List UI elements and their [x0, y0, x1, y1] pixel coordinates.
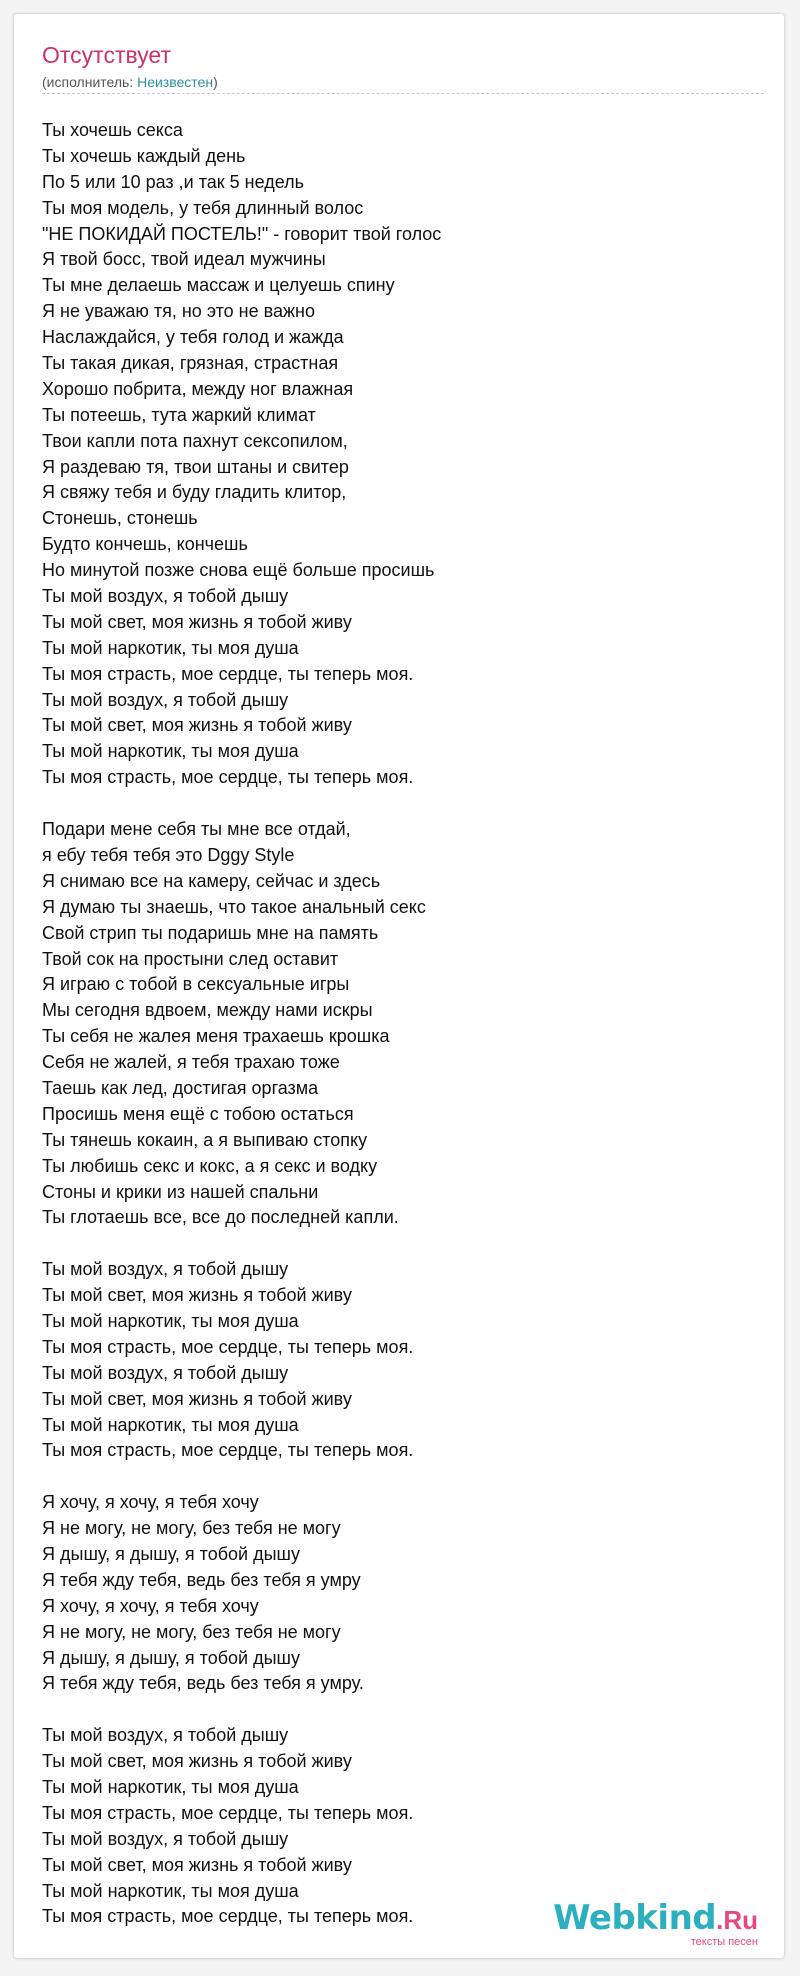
- lyric-line: Стонешь, стонешь: [42, 508, 198, 529]
- lyric-line: [42, 1231, 762, 1257]
- lyric-line: Я раздеваю тя, твои штаны и свитер: [42, 456, 349, 477]
- lyric-line: Ты моя страсть, мое сердце, ты теперь моя.: [42, 1802, 414, 1823]
- lyric-line: Я играю с тобой в сексуальные игры: [42, 974, 350, 995]
- lyric-line: [42, 1464, 762, 1490]
- lyric-line: Ты мой наркотик, ты моя душа: [42, 741, 299, 762]
- lyric-line: Я дышу, я дышу, я тобой дышу: [42, 1647, 300, 1668]
- lyrics-text: [42, 118, 762, 1930]
- artist-prefix: (исполнитель:: [42, 74, 138, 90]
- lyric-line: Твой сок на простыни след оставит: [42, 948, 339, 969]
- lyric-line: Ты хочешь секса: [42, 120, 183, 140]
- lyric-line: Ты мой наркотик, ты моя душа: [42, 1414, 299, 1435]
- lyric-line: [42, 1697, 762, 1723]
- lyric-line: Ты мой воздух, я тобой дышу: [42, 1362, 289, 1383]
- lyric-line: Ты мне делаешь массаж и целуешь спину: [42, 275, 395, 296]
- lyric-line: Наслаждайся, у тебя голод и жажда: [42, 327, 344, 348]
- lyric-line: Ты моя страсть, мое сердце, ты теперь моя.: [42, 1336, 414, 1357]
- lyric-line: "НЕ ПОКИДАЙ ПОСТЕЛЬ!" - говорит твой голос: [42, 223, 442, 244]
- lyric-line: Ты моя страсть, мое сердце, ты теперь моя.: [42, 1906, 414, 1927]
- lyric-line: Ты такая дикая, грязная, страстная: [42, 353, 339, 374]
- lyric-line: Таешь как лед, достигая оргазма: [42, 1077, 319, 1098]
- lyric-line: Ты моя модель, у тебя длинный волос: [42, 197, 364, 218]
- lyric-line: Ты мой воздух, я тобой дышу: [42, 689, 289, 710]
- lyric-line: Ты моя страсть, мое сердце, ты теперь моя.: [42, 767, 414, 788]
- lyric-line: Ты мой воздух, я тобой дышу: [42, 1725, 289, 1746]
- logo-brand: Webkind: [553, 1898, 717, 1938]
- lyric-line: Свой стрип ты подаришь мне на память: [42, 922, 379, 943]
- lyric-line: Ты мой наркотик, ты моя душа: [42, 1777, 299, 1797]
- lyric-line: Просишь меня ещё с тобою остаться: [42, 1103, 354, 1124]
- lyric-line: Я думаю ты знаешь, что такое анальный секс: [42, 896, 426, 917]
- lyric-line: Я не уважаю тя, но это не важно: [42, 301, 315, 322]
- artist-line: [42, 74, 218, 90]
- lyric-line: Я снимаю все на камеру, сейчас и здесь: [42, 870, 381, 891]
- lyric-line: [42, 791, 762, 817]
- lyric-line: Ты мой свет, моя жизнь я тобой живу: [42, 1854, 352, 1875]
- lyric-line: Я не могу, не могу, без тебя не могу: [42, 1621, 341, 1642]
- lyric-line: Ты хочешь каждый день: [42, 145, 246, 166]
- lyric-line: Я не могу, не могу, без тебя не могу: [42, 1518, 341, 1539]
- divider: [42, 93, 764, 94]
- lyric-line: Ты мой свет, моя жизнь я тобой живу: [42, 611, 352, 632]
- lyric-line: я ебу тебя тебя это Dggy Style: [42, 844, 295, 865]
- lyric-line: Подари мене себя ты мне все отдай,: [42, 819, 351, 840]
- lyrics-card: [14, 14, 784, 1958]
- song-title: Отсутствует: [42, 42, 171, 68]
- lyric-line: Ты мой свет, моя жизнь я тобой живу: [42, 1388, 352, 1409]
- lyric-line: Я тебя жду тебя, ведь без тебя я умру: [42, 1569, 361, 1590]
- lyric-line: Себя не жалей, я тебя трахаю тоже: [42, 1052, 340, 1073]
- lyric-line: Хорошо побрита, между ног влажная: [42, 378, 354, 399]
- lyric-line: Ты тянешь кокаин, а я выпиваю стопку: [42, 1129, 368, 1150]
- lyric-line: Будто кончешь, кончешь: [42, 534, 248, 555]
- lyric-line: Ты мой наркотик, ты моя душа: [42, 1880, 299, 1901]
- lyric-line: Ты мой воздух, я тобой дышу: [42, 586, 289, 607]
- lyric-line: Я хочу, я хочу, я тебя хочу: [42, 1492, 259, 1513]
- lyric-line: Твои капли пота пахнут сексопилом,: [42, 430, 348, 451]
- lyric-line: Но минутой позже снова ещё больше просишь: [42, 560, 435, 581]
- lyric-line: Я хочу, я хочу, я тебя хочу: [42, 1595, 259, 1616]
- lyric-line: Ты потеешь, тута жаркий климат: [42, 404, 316, 425]
- lyric-line: Ты мой воздух, я тобой дышу: [42, 1828, 289, 1849]
- lyric-line: Ты глотаешь все, все до последней капли.: [42, 1207, 399, 1228]
- lyric-line: Ты моя страсть, мое сердце, ты теперь моя.: [42, 663, 414, 684]
- lyric-line: Я тебя жду тебя, ведь без тебя я умру.: [42, 1673, 364, 1694]
- logo-tld: .Ru: [716, 1905, 758, 1935]
- lyric-line: Стоны и крики из нашей спальни: [42, 1181, 319, 1202]
- lyric-line: Я дышу, я дышу, я тобой дышу: [42, 1543, 300, 1564]
- lyric-line: Ты мой свет, моя жизнь я тобой живу: [42, 1751, 352, 1772]
- lyric-line: Ты моя страсть, мое сердце, ты теперь моя.: [42, 1440, 414, 1461]
- lyric-line: Ты любишь секс и кокс, а я секс и водку: [42, 1155, 378, 1176]
- lyric-line: Ты себя не жалея меня трахаешь крошка: [42, 1026, 390, 1047]
- artist-link[interactable]: Неизвестен: [137, 74, 214, 90]
- lyric-line: По 5 или 10 раз ,и так 5 недель: [42, 171, 305, 192]
- lyric-line: Ты мой свет, моя жизнь я тобой живу: [42, 1285, 352, 1306]
- lyric-line: Мы сегодня вдвоем, между нами искры: [42, 1000, 373, 1021]
- lyric-line: Ты мой наркотик, ты моя душа: [42, 637, 299, 658]
- lyric-line: Ты мой воздух, я тобой дышу: [42, 1259, 289, 1280]
- artist-suffix: ): [213, 74, 218, 90]
- site-logo[interactable]: [553, 1898, 758, 1948]
- lyric-line: Ты мой наркотик, ты моя душа: [42, 1310, 299, 1331]
- lyric-line: Ты мой свет, моя жизнь я тобой живу: [42, 715, 352, 736]
- lyric-line: Я свяжу тебя и буду гладить клитор,: [42, 482, 347, 503]
- lyric-line: Я твой босс, твой идеал мужчины: [42, 249, 326, 270]
- logo-tagline: тексты песен: [690, 1936, 758, 1948]
